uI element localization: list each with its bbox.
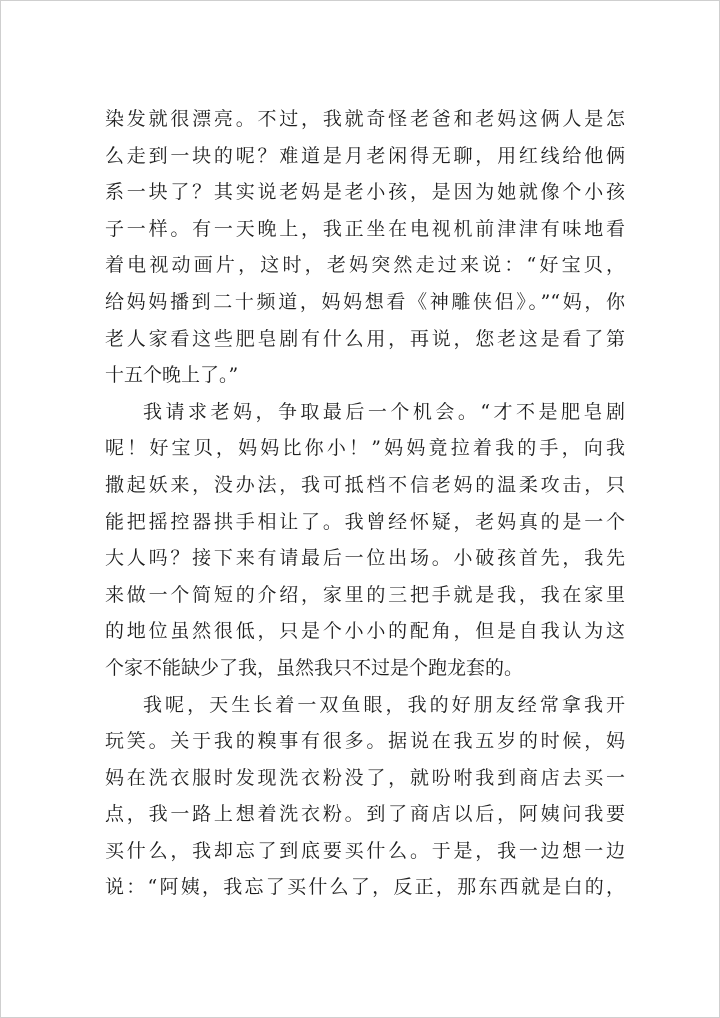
text-line: 说：“阿姨，我忘了买什么了，反正，那东西就是白的，	[105, 876, 625, 899]
text-line: 系一块了？其实说老妈是老小孩，是因为她就像个小孩	[105, 181, 625, 204]
text-line: 妈在洗衣服时发现洗衣粉没了，就吩咐我到商店去买一	[105, 766, 625, 789]
paragraph-start-line: 我请求老妈，争取最后一个机会。“才不是肥皂剧	[143, 400, 625, 423]
text-line: 来做一个简短的介绍，家里的三把手就是我，我在家里	[105, 583, 625, 606]
text-line: 呢！好宝贝，妈妈比你小！”妈妈竟拉着我的手，向我	[105, 437, 625, 460]
text-line: 大人吗？接下来有请最后一位出场。小破孩首先，我先	[105, 547, 625, 570]
text-line: 给妈妈播到二十频道，妈妈想看《神雕侠侣》。”“妈，你	[105, 290, 625, 313]
text-line: 的地位虽然很低，只是个小小的配角，但是自我认为这	[105, 620, 625, 643]
text-line: 染发就很漂亮。不过，我就奇怪老爸和老妈这俩人是怎	[105, 108, 625, 130]
text-line: 能把摇控器拱手相让了。我曾经怀疑，老妈真的是一个	[105, 510, 625, 533]
text-line: 着电视动画片，这时，老妈突然走过来说：“好宝贝，	[105, 254, 625, 277]
text-line: 老人家看这些肥皂剧有什么用，再说，您老这是看了第	[105, 327, 625, 350]
text-line: 点，我一路上想着洗衣粉。到了商店以后，阿姨问我要	[105, 803, 625, 826]
text-line: 子一样。有一天晚上，我正坐在电视机前津津有味地看	[105, 217, 625, 240]
text-line: 个家不能缺少了我，虽然我只不过是个跑龙套的。	[105, 656, 524, 679]
text-line: 十五个晚上了。”	[105, 364, 239, 387]
text-line: 么走到一块的呢？难道是月老闲得无聊，用红线给他俩	[105, 144, 625, 167]
body-text	[105, 101, 625, 906]
text-line: 玩笑。关于我的糗事有很多。据说在我五岁的时候，妈	[105, 730, 625, 753]
paragraph-start-line: 我呢，天生长着一双鱼眼，我的好朋友经常拿我开	[143, 693, 625, 716]
text-line: 撒起妖来，没办法，我可抵档不信老妈的温柔攻击，只	[105, 473, 625, 496]
text-line: 买什么，我却忘了到底要买什么。于是，我一边想一边	[105, 839, 625, 862]
